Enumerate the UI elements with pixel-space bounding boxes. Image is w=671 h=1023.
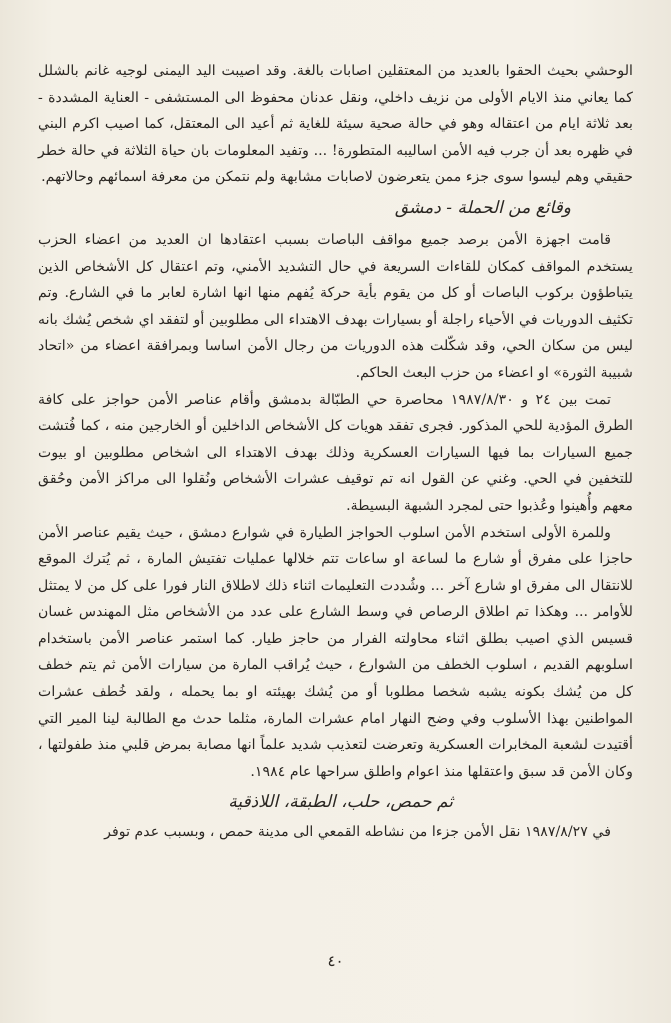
paragraph-tabbala-siege: تمت بين ٢٤ و ١٩٨٧/٨/٣٠ محاصرة حي الطبّالة بدمشق وأقام عناصر الأمن حواجز على كافة الطرق المؤدية للحي المذكور. فجرى تفقد هويات كل الأشخاص الداخلين أو الخارجين منه ، كما فُتشت جميع السيارات بما فيها السيارات العسكرية وذلك بهدف الاهتداء الى اشخاص مطلوبين او بيوت للتخفين في الحي. وغني عن القول انه تم توقيف عشرات الأشخاص ونُقلوا الى مراكز الأمن وحُقق معهم وأُهينوا وعُذبوا حتى لمجرد الشبهة البسيطة. (38, 391, 633, 514)
paragraph-continuation: الوحشي بحيث الحقوا بالعديد من المعتقلين اصابات بالغة. وقد اصيبت اليد اليمنى لوجيه غانم بالشلل كما يعاني منذ الايام الأولى من نزيف داخلي، ونقل عدنان محفوظ الى المستشفى - العناية المشددة - بعد ثلاثة ايام من اعتقاله وهو في حالة صحية سيئة للغاية ثم أعيد الى المعتقل، كما اصيب اكرم البني في ظهره بعد أن جرب فيه الأمن اساليبه المتطورة! ... وتفيد المعلومات بان حياة الثلاثة في حالة خطر حقيقي وهم ليسوا سوى جزء ممن يتعرضون لاصابات مشابهة ولم نتمكن من معرفة اسمائهم وحالاتهم. (38, 63, 633, 186)
section-heading-damascus: وقائع من الحملة - دمشق (394, 197, 571, 218)
paragraph-homs: في ١٩٨٧/٨/٢٧ نقل الأمن جزءا من نشاطه القمعي الى مدينة حمص ، وبسبب عدم توفر (104, 824, 611, 841)
section-heading-other-cities: ثم حمص، حلب، الطبقة، اللاذقية (228, 792, 453, 813)
page-number: ٤٠ (327, 952, 344, 970)
paragraph-flying-checkpoints: وللمرة الأولى استخدم الأمن اسلوب الحواجز الطيارة في شوارع دمشق ، حيث يقيم عناصر الأمن حاجزا على مفرق أو شارع ما لساعة او ساعات تتم خلالها عمليات تفتيش المارة ، ثم يُترك الموقع للانتقال الى مفرق او شارع آخر ... وشُددت التعليمات اثناء ذلك لاطلاق النار فورا على كل من لا يمتثل للأوامر ... وهكذا تم اطلاق الرصاص في وسط الشارع على عدد من الأشخاص مثل المهندس غسان قسيس الذي اصيب بطلق اثناء محاولته الفرار من حاجز طيار. كما استمر عناصر الأمن باستخدام اسلوبهم القديم ، اسلوب الخطف من الشوارع ، حيث يُراقب المارة من سيارات الأمن ثم يتم خطف كل من يُشك بكونه يشبه شخصا مطلوبا أو من يُشك بهيئته او بما يحمله ، ولقد خُطف عشرات المواطنين بهذا الأسلوب وفي وضح النهار امام عشرات المارة، مثلما حدث مع الطالبة لينا المير التي أقتيدت لشعبة المخابرات العسكرية وتعرضت لتعذيب شديد علماً انها مصابة بمرض قلبي منذ طفولتها ، وكان الأمن قد سبق واعتقلها منذ اعوام واطلق سراحها عام ١٩٨٤. (38, 524, 633, 780)
page-content (38, 58, 633, 846)
paragraph-bus-stops: قامت اجهزة الأمن برصد جميع مواقف الباصات بسبب اعتقادها ان العديد من اعضاء الحزب يستخدم المواقف كمكان للقاءات السريعة في حال التشديد الأمني، وتم اعتقال كل الأشخاص الذين يتباطؤون بركوب الباصات أو كل من يقوم بأية حركة يُفهم منها انها اشارة لعابر ما في الشارع. وتم تكثيف الدوريات في الأحياء راجلة أو بسيارات بهدف الاهتداء الى مطلوبين أو لتفقد اي شخص يُشك بانه ليس من سكان الحي، وقد شكّلت هذه الدوريات من رجال الأمن اساسا وبمرافقة اعضاء من «اتحاد شبيبة الثورة» او اعضاء من حزب البعث الحاكم. (38, 231, 633, 381)
